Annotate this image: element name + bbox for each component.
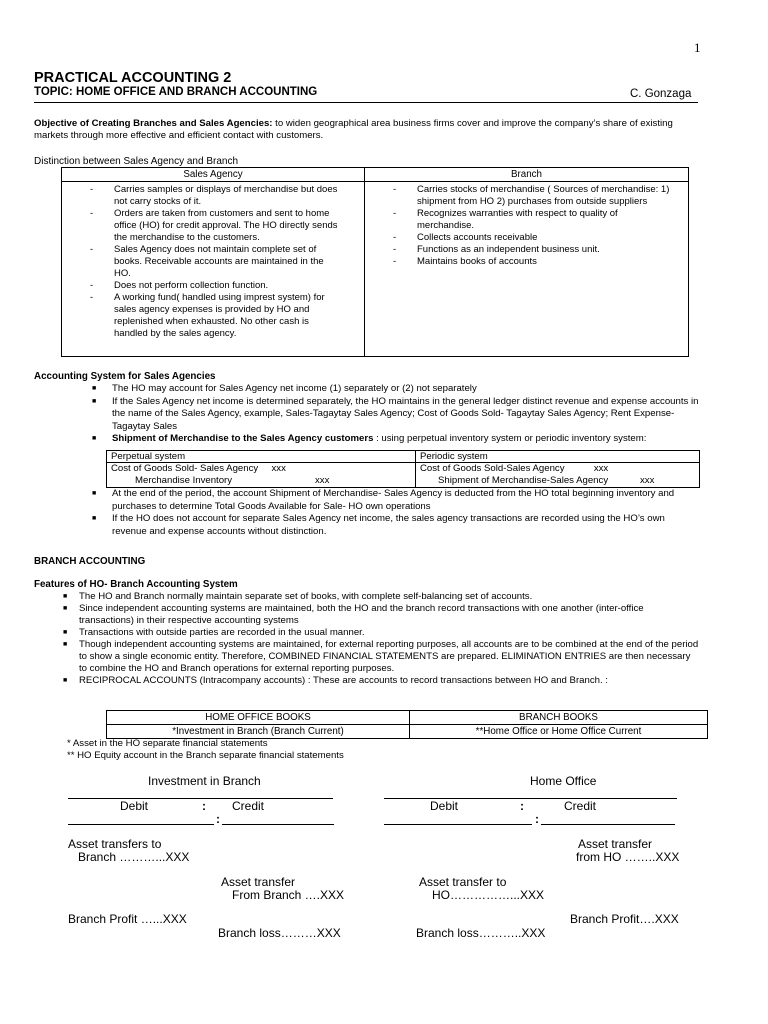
right-debit-entry-1b: HO……………...XXX [432,888,545,902]
periodic-header: Periodic system [416,451,700,463]
left-debit-entry-2: Branch Profit …...XXX [68,912,187,926]
right-credit-entry-2: Branch Profit….XXX [570,912,679,926]
left-colon-2: : [216,812,220,826]
left-credit-entry-1b: From Branch ….XXX [232,888,345,902]
left-debit-entry-1b: Branch ………...XXX [78,850,190,864]
branch-list [391,184,676,268]
right-colon-2: : [535,812,539,826]
right-debit-label: Debit [430,799,459,813]
sales-agency-list [88,184,342,340]
feature-item: ■ Since independent accounting systems are maintained, both the HO and the branch record transactions with one another (inter-office transactions) in their respective accounting systems [53,603,701,627]
features-heading: Features of HO- Branch Accounting System [34,579,238,590]
note-equity: ** HO Equity account in the Branch separate financial statements [67,750,344,761]
right-credit-entry-1a: Asset transfer [578,837,653,851]
bullet-item: ■ If the HO does not account for separate Sales Agency net income, the sales agency transactions are recorded using the HO’s own revenue and expense accounts without distinction. [78,513,700,538]
accounting-system-bullets [78,383,700,446]
bullet-item: ■ The HO may account for Sales Agency net income (1) separately or (2) not separately [78,383,700,396]
bullet-item: ■ At the end of the period, the account Shipment of Merchandise- Sales Agency is deducted from the HO total beginning inventory and purchases to determine Total Goods Available for Sale- HO own operations [78,488,700,513]
left-credit-label: Credit [232,799,265,813]
ho-books-value: *Investment in Branch (Branch Current) [107,725,410,739]
shipment-label: Shipment of Merchandise to the Sales Agency customers [112,433,374,444]
periodic-line-1: Cost of Goods Sold-Sales Agency xxx [420,463,609,474]
sales-agency-header: Sales Agency [62,168,365,182]
books-table [106,710,708,739]
perpetual-line-2-amount: xxx [315,475,330,486]
t-account-right-topline [384,798,677,799]
branch-cell [365,182,689,357]
accounting-system-heading: Accounting System for Sales Agencies [34,371,216,382]
list-item: - Carries samples or displays of merchandise but does not carry stocks of it. [88,184,342,208]
right-colon: : [520,799,524,813]
periodic-line-2: Shipment of Merchandise-Sales Agency [438,475,609,486]
perpetual-header: Perpetual system [107,451,416,463]
periodic-line-2-amount: xxx [640,475,655,486]
document-title: PRACTICAL ACCOUNTING 2 [34,70,232,86]
page-number: 1 [694,40,701,55]
list-item: - Does not perform collection function. [88,280,342,292]
t-account-right-underline-credit [541,824,675,825]
author: C. Gonzaga [630,88,692,100]
list-item: - Recognizes warranties with respect to quality of merchandise. [391,208,676,232]
list-item: - A working fund( handled using imprest system) for sales agency expenses is provided by HO and replenished when exhausted. No other cash is handled by the sales agency. [88,292,342,340]
distinction-heading: Distinction between Sales Agency and Branch [34,156,239,167]
perpetual-entry [107,463,416,488]
feature-item: ■ Transactions with outside parties are recorded in the usual manner. [53,627,701,639]
shipment-text: : using perpetual inventory system or periodic inventory system: [373,433,647,444]
perpetual-line-1: Cost of Goods Sold- Sales Agency xxx [111,463,286,474]
feature-item: ■ The HO and Branch normally maintain separate set of books, with complete self-balancing set of accounts. [53,591,701,603]
inventory-systems-table [106,450,700,488]
right-debit-entry-1a: Asset transfer to [419,875,507,889]
feature-item: ■ RECIPROCAL ACCOUNTS (Intracompany accounts) : These are accounts to record transactions between HO and Branch. : [53,675,701,687]
ho-books-header: HOME OFFICE BOOKS [107,711,410,725]
list-item: - Functions as an independent business unit. [391,244,676,256]
list-item: - Maintains books of accounts [391,256,676,268]
left-credit-entry-2: Branch loss………XXX [218,926,341,940]
right-credit-label: Credit [564,799,597,813]
list-item: - Carries stocks of merchandise ( Sources of merchandise: 1) shipment from HO 2) purchases from outside suppliers [391,184,676,208]
left-debit-label: Debit [120,799,149,813]
list-item: - Sales Agency does not maintain complete set of books. Receivable accounts are maintained in the HO. [88,244,342,280]
header-rule [34,102,698,103]
left-credit-entry-1a: Asset transfer [221,875,296,889]
branch-accounting-heading: BRANCH ACCOUNTING [34,556,146,567]
right-credit-entry-1b: from HO ……..XXX [576,850,680,864]
objective-paragraph [34,118,698,142]
topic-line: TOPIC: HOME OFFICE AND BRANCH ACCOUNTING [34,86,318,98]
periodic-entry [416,463,700,488]
right-debit-entry-2: Branch loss………..XXX [416,926,546,940]
features-list [53,591,701,687]
left-debit-entry-1a: Asset transfers to [68,837,162,851]
distinction-table [61,167,689,357]
bullet-item: ■ If the Sales Agency net income is determined separately, the HO maintains in the general ledger distinct revenue and expense accounts in the name of the Sales Agency, example, Sales-Tagaytay Sales Agency; Cost of Goods Sold- Tagaytay Sales Agency; Rent Expense-Tagaytay Sales [78,396,700,434]
feature-item: ■ Though independent accounting systems are maintained, for external reporting purposes, all accounts are to be combined at the end of the period to show a single economic entity. Therefore, COMBINED FINANCIAL STATEMENTS are prepared. ELIMINATION ENTRIES are then necessary to combine the HO and Branch operations for external reporting purposes. [53,639,701,675]
t-account-left-underline-credit [222,824,334,825]
left-colon: : [202,799,206,813]
branch-header: Branch [365,168,689,182]
t-account-left-topline [68,798,333,799]
branch-books-value: **Home Office or Home Office Current [410,725,708,739]
list-item: - Orders are taken from customers and sent to home office (HO) for credit approval. The HO directly sends the merchandise to the customers. [88,208,342,244]
branch-books-header: BRANCH BOOKS [410,711,708,725]
accounting-system-bullets-2 [78,488,700,538]
t-account-left-underline-debit [68,824,214,825]
bullet-item [78,433,700,446]
t-account-right-title: Home Office [530,774,597,788]
perpetual-line-2: Merchandise Inventory [135,475,233,486]
list-item: - Collects accounts receivable [391,232,676,244]
note-asset: * Asset in the HO separate financial statements [67,738,268,749]
objective-text: to widen geographical area business firms cover and improve the company’s share of existing markets through more effective and efficient contact with customers. [34,118,673,141]
t-account-right-underline-debit [384,824,532,825]
objective-label: Objective of Creating Branches and Sales Agencies: [34,118,273,129]
t-account-left-title: Investment in Branch [148,774,261,788]
sales-agency-cell [62,182,365,357]
